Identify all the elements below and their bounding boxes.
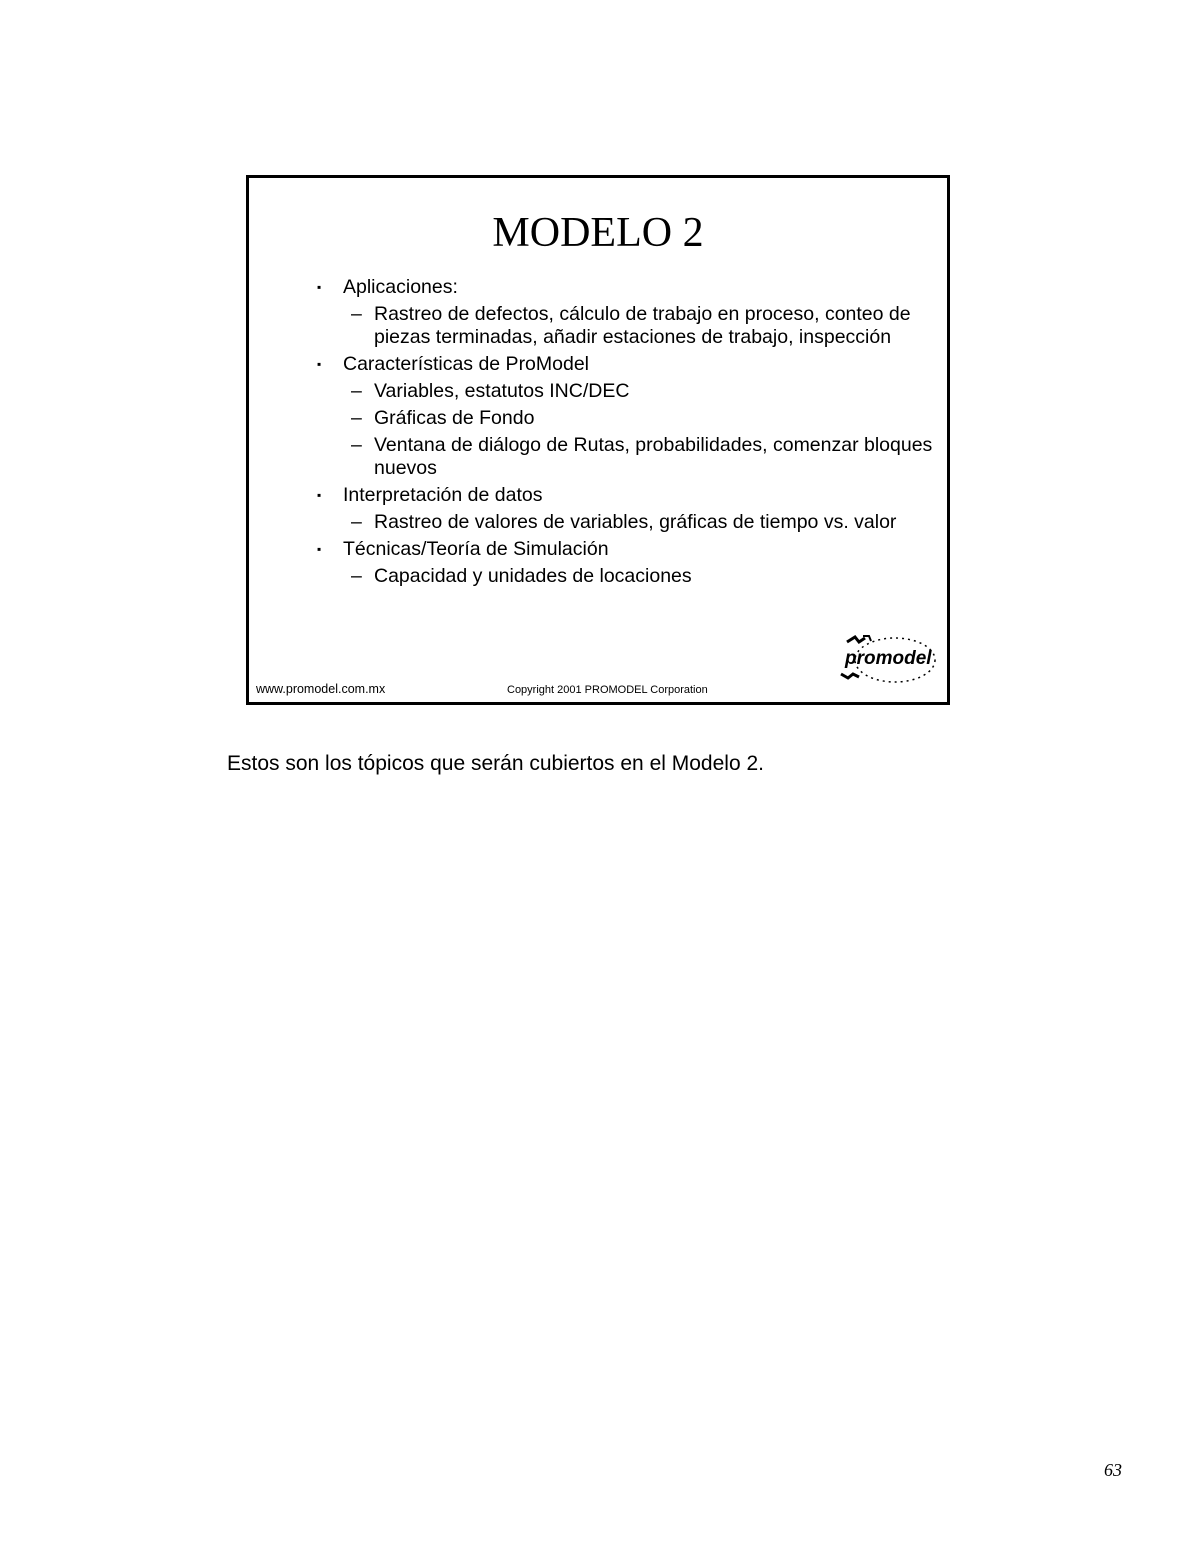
dash-bullet-icon: –	[351, 407, 362, 429]
slide-title: MODELO 2	[492, 210, 704, 256]
dash-bullet-icon: –	[351, 434, 362, 456]
outline-item	[313, 565, 933, 588]
slide-frame	[246, 175, 950, 705]
dash-bullet-icon: –	[351, 303, 362, 325]
slide-footer-url: www.promodel.com.mx	[256, 682, 386, 696]
slide-caption: Estos son los tópicos que serán cubiertos en el Modelo 2.	[227, 752, 764, 775]
slide-footer-copyright: Copyright 2001 PROMODEL Corporation	[507, 684, 708, 696]
page-number: 63	[1104, 1460, 1122, 1480]
outline-section	[313, 484, 933, 507]
outline-item	[313, 511, 933, 534]
item-text: Ventana de diálogo de Rutas, probabilidades, comenzar bloques nuevos	[374, 434, 933, 479]
item-text: Capacidad y unidades de locaciones	[374, 565, 692, 587]
section-label: Aplicaciones:	[343, 276, 458, 298]
square-bullet-icon: ▪	[317, 357, 322, 371]
outline-item	[313, 407, 933, 430]
section-label: Técnicas/Teoría de Simulación	[343, 538, 609, 560]
outline-section	[313, 353, 933, 376]
slide-outline	[313, 272, 933, 588]
outline-item	[313, 434, 933, 480]
outline-item	[313, 303, 933, 349]
item-text: Variables, estatutos INC/DEC	[374, 380, 630, 402]
item-text: Rastreo de valores de variables, gráficas de tiempo vs. valor	[374, 511, 897, 533]
dash-bullet-icon: –	[351, 511, 362, 533]
promodel-logo-icon	[833, 628, 941, 688]
square-bullet-icon: ▪	[317, 542, 322, 556]
outline-section	[313, 276, 933, 299]
item-text: Rastreo de defectos, cálculo de trabajo en proceso, conteo de piezas terminadas, añadir estaciones de trabajo, inspección	[374, 303, 911, 348]
dash-bullet-icon: –	[351, 565, 362, 587]
square-bullet-icon: ▪	[317, 280, 322, 294]
section-label: Interpretación de datos	[343, 484, 543, 506]
dash-bullet-icon: –	[351, 380, 362, 402]
square-bullet-icon: ▪	[317, 488, 322, 502]
outline-section	[313, 538, 933, 561]
outline-item	[313, 380, 933, 403]
item-text: Gráficas de Fondo	[374, 407, 535, 429]
logo-wordmark: promodel	[845, 648, 932, 669]
section-label: Características de ProModel	[343, 353, 590, 375]
